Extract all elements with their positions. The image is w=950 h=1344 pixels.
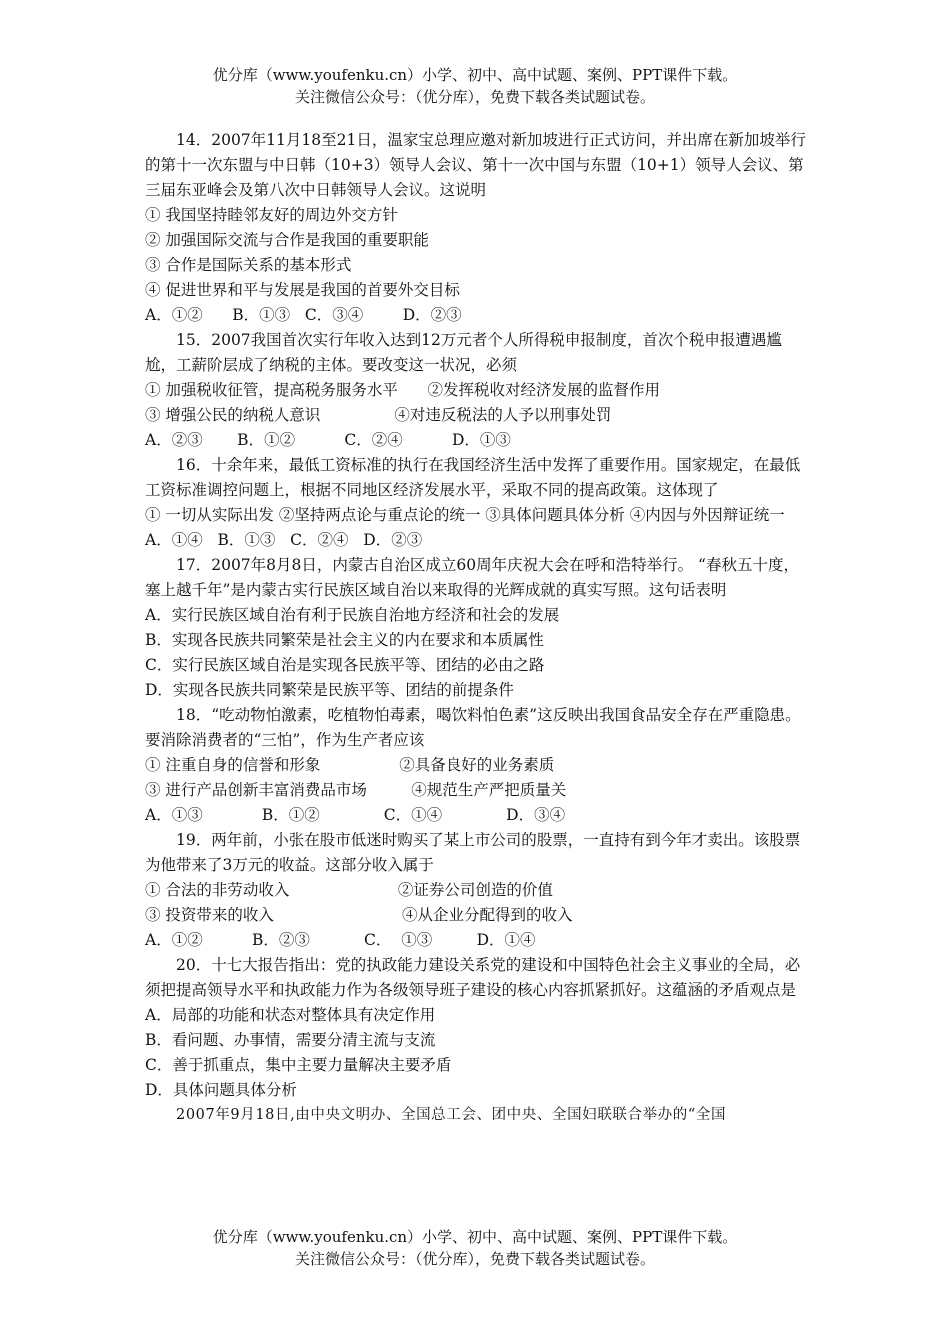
question-stem: 14．2007年11月18至21日，温家宝总理应邀对新加坡进行正式访问，并出席在新加坡举行的第十一次东盟与中日韩（10+3）领导人会议、第十一次中国与东盟（10+1）领导人会议、第三届东亚峰会及第八次中日韩领导人会议。这说明: [145, 131, 806, 199]
question-stem: 20．十七大报告指出：党的执政能力建设关系党的建设和中国特色社会主义事业的全局，必须把提高领导水平和执政能力作为各级领导班子建设的核心内容抓紧抓好。这蕴涵的矛盾观点是: [145, 956, 801, 999]
statement-item: ③ 增强公民的纳税人意识 ④对违反税法的人予以刑事处罚: [145, 406, 612, 424]
question-17: [145, 553, 810, 703]
statement-item: ② 加强国际交流与合作是我国的重要职能: [145, 231, 429, 249]
choice-item: A．实行民族区域自治有利于民族自治地方经济和社会的发展: [145, 606, 560, 624]
footer-line-1: 优分库（www.youfenku.cn）小学、初中、高中试题、案例、PPT课件下载。: [212, 1228, 738, 1246]
statement-item: ③ 进行产品创新丰富消费品市场 ④规范生产严把质量关: [145, 781, 567, 799]
choice-item: A．局部的功能和状态对整体具有决定作用: [145, 1006, 436, 1024]
answer-options: A．①② B．②③ C． ①③ D．①④: [145, 931, 536, 949]
question-stem: 15．2007我国首次实行年收入达到12万元者个人所得税申报制度，首次个税申报遭遇尴尬，工薪阶层成了纳税的主体。要改变这一状况，必须: [145, 331, 782, 374]
question-14: [145, 128, 810, 328]
choice-item: B．实现各民族共同繁荣是社会主义的内在要求和本质属性: [145, 631, 544, 649]
page-footer: [0, 1226, 950, 1270]
choice-item: C．实行民族区域自治是实现各民族平等、团结的必由之路: [145, 656, 545, 674]
question-stem: 16．十余年来，最低工资标准的执行在我国经济生活中发挥了重要作用。国家规定，在最低工资标准调控问题上，根据不同地区经济发展水平，采取不同的提高政策。这体现了: [145, 456, 801, 499]
statement-item: ① 我国坚持睦邻友好的周边外交方针: [145, 206, 398, 224]
answer-options: A．①④ B．①③ C．②④ D．②③: [145, 531, 423, 549]
statement-item: ① 一切从实际出发 ②坚持两点论与重点论的统一 ③具体问题具体分析 ④内因与外因辩证统一: [145, 506, 785, 524]
answer-options: A．①② B．①③ C．③④ D．②③: [145, 306, 462, 324]
question-20: [145, 953, 810, 1103]
statement-item: ④ 促进世界和平与发展是我国的首要外交目标: [145, 281, 460, 299]
question-18: [145, 703, 810, 828]
header-line-1: 优分库（www.youfenku.cn）小学、初中、高中试题、案例、PPT课件下载。: [212, 66, 738, 84]
choice-item: D．具体问题具体分析: [145, 1081, 297, 1099]
statement-item: ① 加强税收征管，提高税务服务水平 ②发挥税收对经济发展的监督作用: [145, 381, 660, 399]
page-header: [0, 64, 950, 108]
statement-item: ③ 合作是国际关系的基本形式: [145, 256, 352, 274]
trailing-paragraph: 2007年9月18日,由中央文明办、全国总工会、团中央、全国妇联联合举办的“全国: [176, 1107, 727, 1123]
answer-options: A．①③ B．①② C．①④ D．③④: [145, 806, 566, 824]
statement-item: ① 合法的非劳动收入 ②证券公司创造的价值: [145, 881, 553, 899]
exam-content: [145, 128, 810, 1128]
header-line-2: 关注微信公众号：（优分库），免费下载各类试题试卷。: [294, 88, 655, 106]
statement-item: ① 注重自身的信誉和形象 ②具备良好的业务素质: [145, 756, 555, 774]
question-stem: 17．2007年8月8日，内蒙古自治区成立60周年庆祝大会在呼和浩特举行。 “春秋五十度，塞上越千年”是内蒙古实行民族区域自治以来取得的光辉成就的真实写照。这句话表明: [145, 556, 799, 599]
answer-options: A．②③ B．①② C．②④ D．①③: [145, 431, 511, 449]
question-stem: 18．“吃动物怕激素，吃植物怕毒素，喝饮料怕色素”这反映出我国食品安全存在严重隐患。要消除消费者的“三怕”，作为生产者应该: [145, 706, 801, 749]
choice-item: D．实现各民族共同繁荣是民族平等、团结的前提条件: [145, 681, 514, 699]
question-16: [145, 453, 810, 553]
question-19: [145, 828, 810, 953]
question-stem: 19．两年前，小张在股市低迷时购买了某上市公司的股票，一直持有到今年才卖出。该股票为他带来了3万元的收益。这部分收入属于: [145, 831, 801, 874]
statement-item: ③ 投资带来的收入 ④从企业分配得到的收入: [145, 906, 573, 924]
question-15: [145, 328, 810, 453]
footer-line-2: 关注微信公众号：（优分库），免费下载各类试题试卷。: [294, 1250, 655, 1268]
choice-item: B．看问题、办事情，需要分清主流与支流: [145, 1031, 436, 1049]
choice-item: C．善于抓重点，集中主要力量解决主要矛盾: [145, 1056, 452, 1074]
